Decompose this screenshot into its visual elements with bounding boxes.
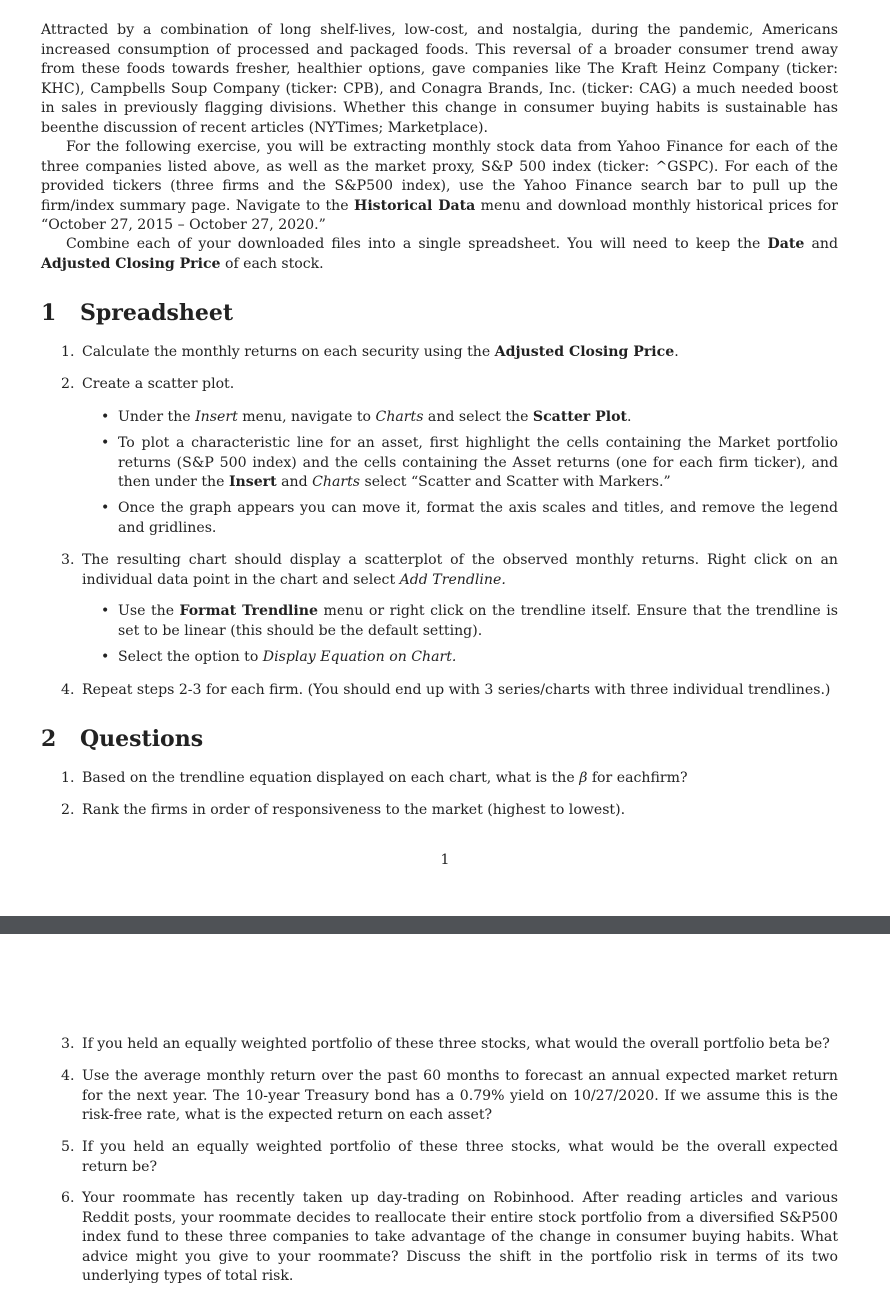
intro-paragraph-2: For the following exercise, you will be extracting monthly stock data from Yahoo Finance for each of the three companies listed above, as well as the market proxy, S&P 500 index (ticker: ^GSPC). For each of the provided tickers (three firms and the S&P500 index), use the Yahoo Finance search bar to pull up the firm/index summary page. Navigate to the Historical Data menu and download monthly historical prices for “October 27, 2015 – October 27, 2020.” [41,139,839,233]
section-2-heading: 2 Questions [41,726,204,752]
question-2: 2. Rank the firms in order of responsiveness to the market (highest to lowest). [61,802,626,818]
bullet-item: • To plot a characteristic line for an asset, first highlight the cells containing the Market portfolio returns (S&P 500 index) and the cells containing the Asset returns (one for each firm ticker), and then under the Insert and Charts select “Scatter and Scatter with Markers.” [101,435,838,490]
question-3: 3. If you held an equally weighted portfolio of these three stocks, what would the overall portfolio beta be? [61,1036,830,1052]
question-6: 6. Your roommate has recently taken up day-trading on Robinhood. After reading articles and various Reddit posts, your roommate decides to reallocate their entire stock portfolio from a diversified S&P500 index fund to these three companies to take advantage of the change in consumer buying habits. What advice might you give to your roommate? Discuss the shift in the portfolio risk in terms of its two underlying types of total risk. [61,1190,838,1284]
question-1: 1. Based on the trendline equation displayed on each chart, what is the β for eachfirm? [61,770,688,786]
page-number: 1 [440,852,450,868]
bullet-item: • Once the graph appears you can move it, format the axis scales and titles, and remove the legend and gridlines. [101,500,838,536]
intro-paragraph-1: Attracted by a combination of long shelf-lives, low-cost, and nostalgia, during the pandemic, Americans increased consumption of processed and packaged foods. This reversal of a broader consumer trend away from these foods towards fresher, healthier options, gave companies like The Kraft Heinz Company (ticker: KHC), Campbells Soup Company (ticker: CPB), and Conagra Brands, Inc. (ticker: CAG) a much needed boost in sales in previously flagging divisions. Whether this change in consumer buying habits is sustainable has beenthe discussion of recent articles (NYTimes; Marketplace). [41,22,838,136]
intro-paragraph-3: Combine each of your downloaded files into a single spreadsheet. You will need to keep the Date and Adjusted Closing Price of each stock. [41,236,838,272]
bullet-item: • Use the Format Trendline menu or right click on the trendline itself. Ensure that the trendline is set to be linear (this should be the default setting). [101,603,839,639]
document-page-2 [0,934,890,1308]
bullet-item: • Under the Insert menu, navigate to Charts and select the Scatter Plot. [101,409,632,425]
bullet-item: • Select the option to Display Equation on Chart. [101,649,457,665]
list-item-3: 3. The resulting chart should display a scatterplot of the observed monthly returns. Right click on an individual data point in the chart and select Add Trendline. [61,552,838,588]
list-item-1: 1. Calculate the monthly returns on each security using the Adjusted Closing Price. [61,344,679,360]
page-divider [0,916,890,935]
list-item-4: 4. Repeat steps 2-3 for each firm. (You should end up with 3 series/charts with three individual trendlines.) [61,682,831,698]
list-item-2: 2. Create a scatter plot. [61,376,235,392]
question-4: 4. Use the average monthly return over the past 60 months to forecast an annual expected market return for the next year. The 10-year Treasury bond has a 0.79% yield on 10/27/2020. If we assume this is the risk-free rate, what is the expected return on each asset? [61,1068,838,1123]
question-5: 5. If you held an equally weighted portfolio of these three stocks, what would be the overall expected return be? [61,1139,838,1175]
section-1-heading: 1 Spreadsheet [41,300,234,326]
